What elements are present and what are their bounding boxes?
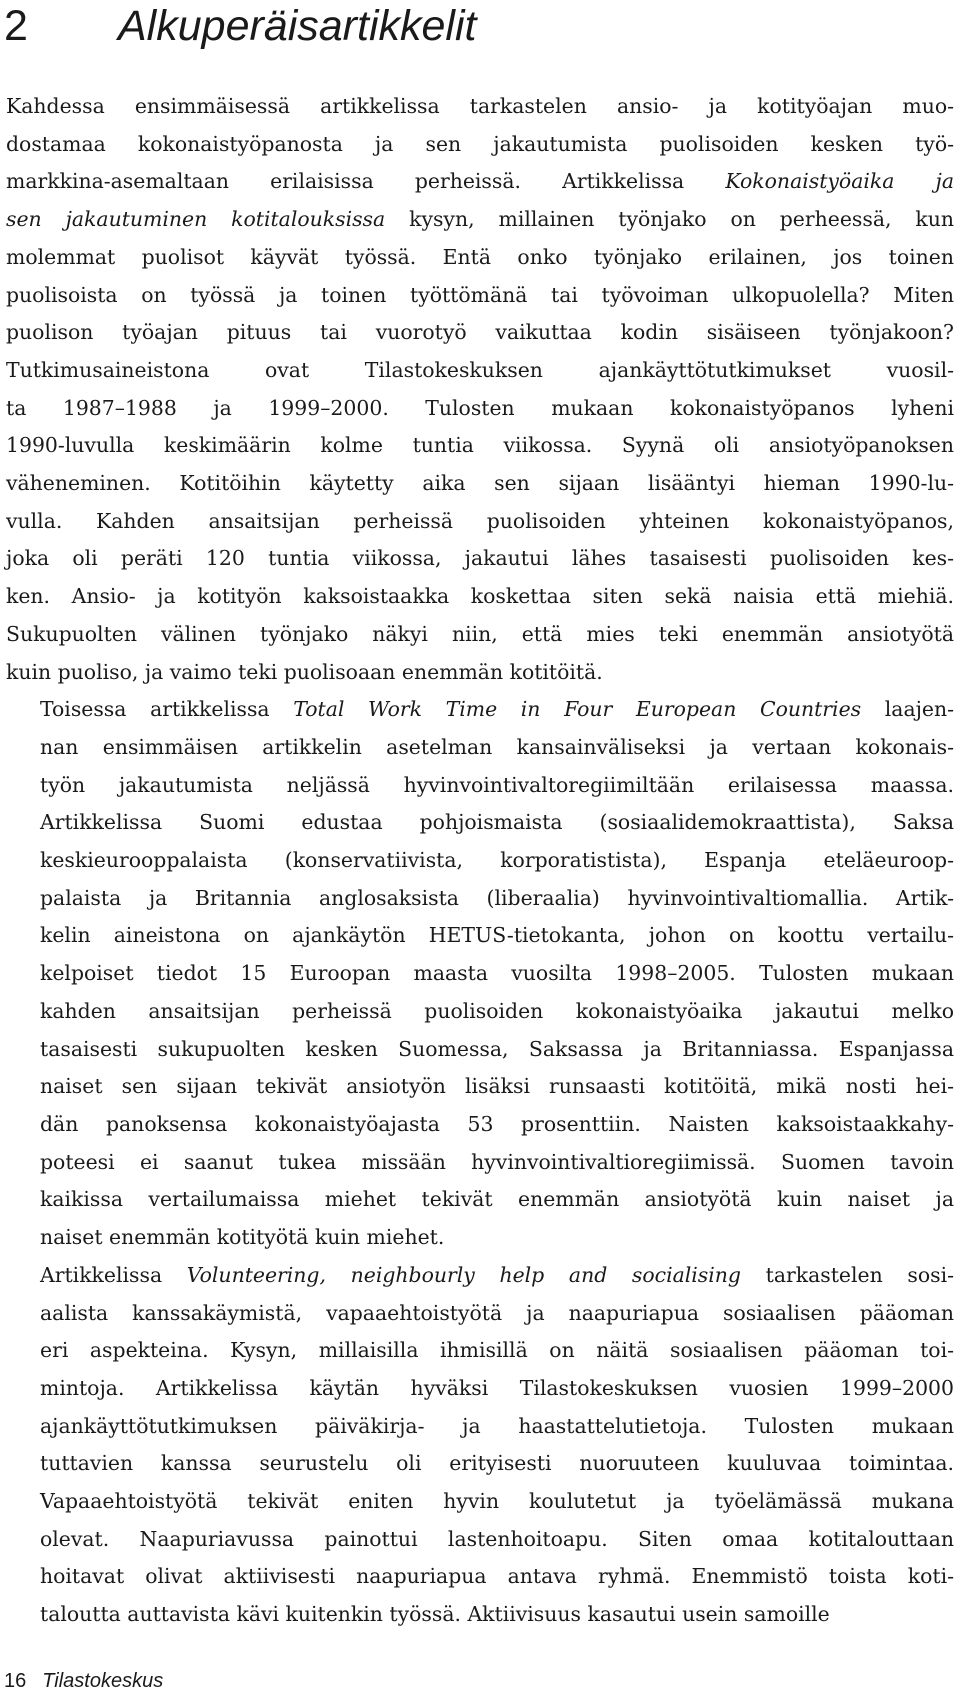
text-line: kuin puoliso, ja vaimo teki puolisoaan enemmän kotitöitä. xyxy=(6,659,603,684)
italic-title: Total Work Time in Four European Countries xyxy=(293,697,862,722)
text-line: vulla. Kahden ansaitsijan perheissä puolisoiden yhteinen kokonaistyöpanos, xyxy=(6,508,954,533)
text-line: kelin aineistona on ajankäytön HETUS-tietokanta, johon on koottu vertailu- xyxy=(40,923,954,948)
chapter-title: Alkuperäisartikkelit xyxy=(118,2,477,50)
text-line: Artikkelissa Suomi edustaa pohjoismaista (sosiaalidemokraattista), Saksa xyxy=(40,810,954,835)
text-line: työn jakautumista neljässä hyvinvointivaltoregiimiltään erilaisessa maassa. xyxy=(40,772,954,797)
text-line: ajankäyttötutkimuksen päiväkirja- ja haastattelutietoja. Tulosten mukaan xyxy=(40,1413,954,1438)
text-line: dän panoksensa kokonaistyöajasta 53 prosenttiin. Naisten kaksoistaakkahy- xyxy=(40,1111,954,1136)
text-line: tasaisesti sukupuolten kesken Suomessa, Saksassa ja Britanniassa. Espanjassa xyxy=(40,1036,954,1061)
text-line: mintoja. Artikkelissa käytän hyväksi Tilastokeskuksen vuosien 1999–2000 xyxy=(40,1375,954,1400)
text-line: ken. Ansio- ja kotityön kaksoistaakka koskettaa siten sekä naisia että miehiä. xyxy=(6,584,954,609)
text-line: väheneminen. Kotitöihin käytetty aika sen sijaan lisääntyi hieman 1990-lu- xyxy=(6,471,954,496)
text-line: molemmat puolisot käyvät työssä. Entä onko työnjako erilainen, jos toinen xyxy=(6,244,954,269)
text-line: aalista kanssakäymistä, vapaaehtoistyötä ja naapuriapua sosiaalisen pääoman xyxy=(40,1300,954,1325)
text-line: palaista ja Britannia anglosaksista (liberaalia) hyvinvointivaltiomallia. Artik- xyxy=(40,885,954,910)
text-line: poteesi ei saanut tukea missään hyvinvointivaltioregiimissä. Suomen tavoin xyxy=(40,1149,954,1174)
text-line: markkina-asemaltaan erilaisissa perheissä. Artikkelissa Kokonaistyöaika ja xyxy=(6,169,954,194)
text-line: keskieurooppalaista (konservatiivista, korporatistista), Espanja eteläeuroop- xyxy=(40,848,954,873)
text-line: puolisoista on työssä ja toinen työttömänä tai työvoiman ulkopuolella? Miten xyxy=(6,282,954,307)
text-line: Kahdessa ensimmäisessä artikkelissa tarkastelen ansio- ja kotityöajan muo- xyxy=(6,94,954,118)
text-line: naiset enemmän kotityötä kuin miehet. xyxy=(40,1225,445,1250)
text-line: puolison työajan pituus tai vuorotyö vaikuttaa kodin sisäiseen työnjakoon? xyxy=(6,320,954,345)
text-line: 1990-luvulla keskimäärin kolme tuntia viikossa. Syynä oli ansiotyöpanoksen xyxy=(6,433,954,458)
italic-title: Kokonaistyöaika ja xyxy=(725,169,954,194)
text-line: ta 1987–1988 ja 1999–2000. Tulosten mukaan kokonaistyöpanos lyheni xyxy=(6,395,954,420)
chapter-heading xyxy=(4,2,476,50)
text-line: hoitavat olivat aktiivisesti naapuriapua antava ryhmä. Enemmistö toista koti- xyxy=(40,1564,954,1589)
text-line: nan ensimmäisen artikkelin asetelman kansainväliseksi ja vertaan kokonais- xyxy=(40,734,954,759)
page-number: 16 xyxy=(4,1670,27,1692)
paragraph xyxy=(6,691,954,1257)
page-footer xyxy=(4,1668,163,1694)
text-line: Sukupuolten välinen työnjako näkyi niin, että mies teki enemmän ansiotyötä xyxy=(6,621,954,646)
text-line: kelpoiset tiedot 15 Euroopan maasta vuosilta 1998–2005. Tulosten mukaan xyxy=(40,961,954,986)
text-line: kaikissa vertailumaissa miehet tekivät enemmän ansiotyötä kuin naiset ja xyxy=(40,1187,954,1212)
italic-title: sen jakautuminen kotitalouksissa xyxy=(6,207,386,232)
paragraph xyxy=(6,1257,954,1634)
text-line: joka oli peräti 120 tuntia viikossa, jakautui lähes tasaisesti puolisoiden kes- xyxy=(6,546,954,571)
publisher-name: Tilastokeskus xyxy=(42,1670,164,1692)
text-line: tuttavien kanssa seurustelu oli erityisesti nuoruuteen kuuluvaa toimintaa. xyxy=(40,1451,954,1476)
text-line: Vapaaehtoistyötä tekivät eniten hyvin koulutetut ja työelämässä mukana xyxy=(40,1489,954,1514)
paragraph xyxy=(6,88,954,691)
italic-title: Volunteering, neighbourly help and socialising xyxy=(186,1262,741,1287)
text-line: sen jakautuminen kotitalouksissa kysyn, millainen työnjako on perheessä, kun xyxy=(6,207,954,232)
text-line: Tutkimusaineistona ovat Tilastokeskuksen ajankäyttötutkimukset vuosil- xyxy=(6,357,954,382)
text-line: Toisessa artikkelissa Total Work Time in Four European Countries laajen- xyxy=(40,697,955,722)
text-line: olevat. Naapuriavussa painottui lastenhoitoapu. Siten omaa kotitalouttaan xyxy=(40,1526,954,1551)
text-line: Artikkelissa Volunteering, neighbourly help and socialising tarkastelen sosi- xyxy=(40,1262,955,1287)
text-line: kahden ansaitsijan perheissä puolisoiden kokonaistyöaika jakautui melko xyxy=(40,998,954,1023)
text-line: taloutta auttavista kävi kuitenkin työssä. Aktiivisuus kasautui usein samoille xyxy=(40,1602,830,1627)
body-text xyxy=(6,88,954,1634)
text-line: eri aspekteina. Kysyn, millaisilla ihmisillä on näitä sosiaalisen pääoman toi- xyxy=(40,1338,954,1363)
text-line: naiset sen sijaan tekivät ansiotyön lisäksi runsaasti kotitöitä, mikä nosti hei- xyxy=(40,1074,954,1099)
text-line: dostamaa kokonaistyöpanosta ja sen jakautumista puolisoiden kesken työ- xyxy=(6,131,954,156)
chapter-number: 2 xyxy=(4,2,28,50)
